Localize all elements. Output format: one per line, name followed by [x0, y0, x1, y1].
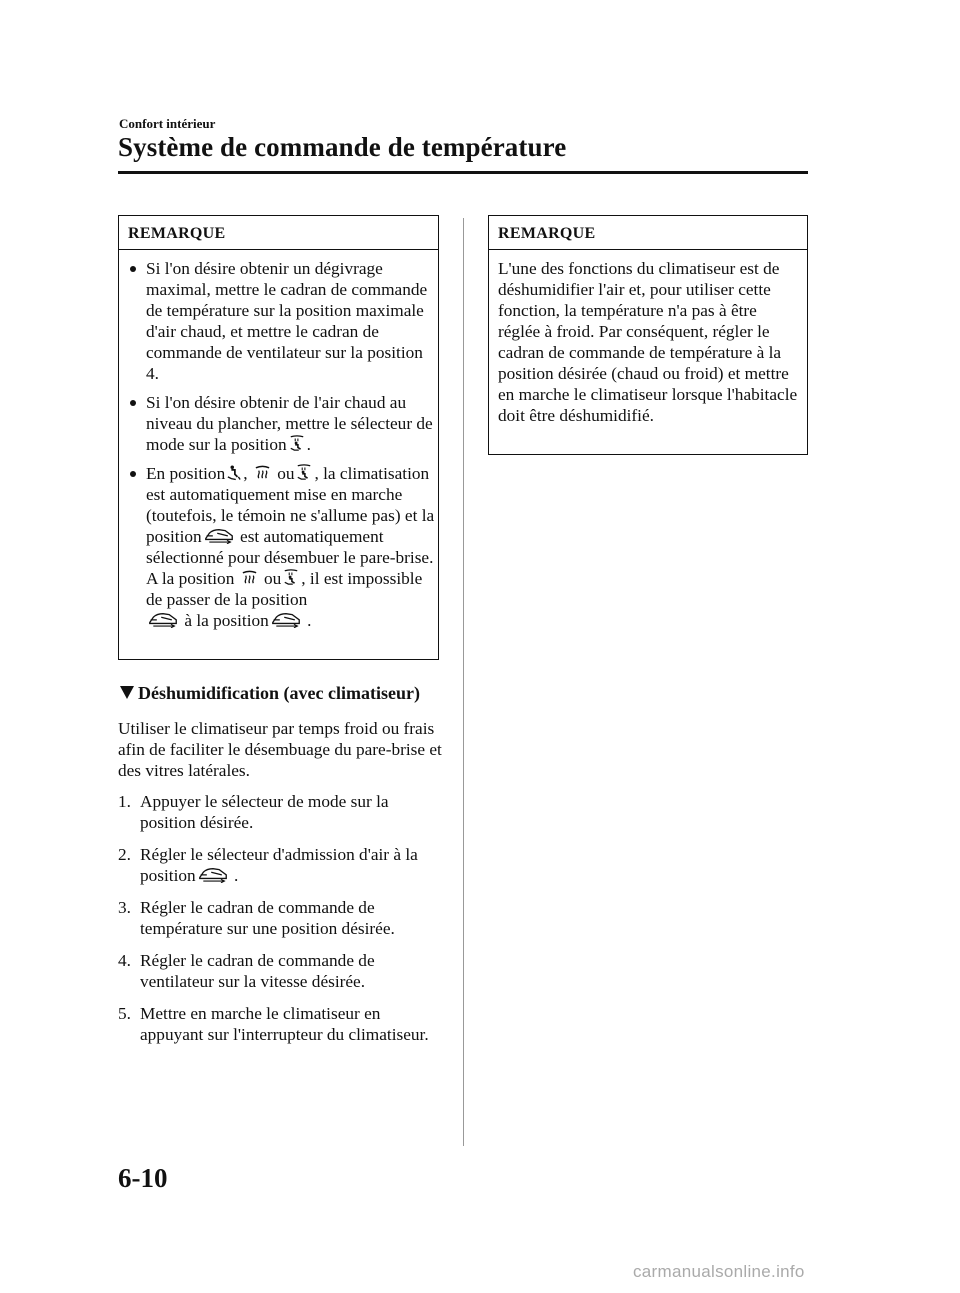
title-rule	[118, 171, 808, 174]
left-note-body	[119, 250, 438, 631]
right-note-text: L'une des fonctions du climatiseur est de déshumidifier l'air et, pour utiliser cette fonction, la température n'a pas à être réglée à froid. Par conséquent, régler le cadran de commande de température à la position désirée (chaud ou froid) et mettre en marche le climatiseur lorsque l'habitacle doit être déshumidifié.	[498, 259, 798, 425]
step-item	[118, 897, 448, 939]
step-number: 2.	[118, 845, 131, 864]
left-note-heading: REMARQUE	[119, 216, 438, 250]
step-text: Régler le cadran de commande de température sur une position désirée.	[140, 898, 395, 938]
bullet-2-end: .	[306, 435, 311, 454]
column-divider	[463, 218, 464, 1146]
bullet-3-a: En position	[146, 464, 226, 483]
bullet-2-text: Si l'on désire obtenir de l'air chaud au niveau du plancher, mettre le sélecteur de mode sur la position	[146, 393, 433, 454]
outside-air-icon	[148, 610, 178, 628]
outside-air-icon	[204, 526, 234, 544]
step-item	[118, 791, 448, 833]
step-number: 3.	[118, 898, 131, 917]
defrost-mode-icon	[254, 464, 271, 481]
bullet-3-comma: ,	[243, 464, 248, 483]
floor-defrost-mode-icon	[296, 463, 312, 481]
step-text: Régler le cadran de commande de ventilateur sur la vitesse désirée.	[140, 951, 375, 991]
page-number: 6-10	[118, 1163, 168, 1193]
step-text: Appuyer le sélecteur de mode sur la position désirée.	[140, 792, 389, 832]
section-label: Confort intérieur	[119, 116, 216, 131]
step-number: 4.	[118, 951, 131, 970]
bullet-3-e: , il est impossible de passer de la position	[146, 569, 423, 609]
left-note-bullet-3	[119, 463, 438, 631]
step-item	[118, 844, 448, 886]
step-text: Mettre en marche le climatiseur en appuyant sur l'interrupteur du climatiseur.	[140, 1004, 429, 1044]
left-note-box	[118, 215, 439, 660]
step-item	[118, 950, 448, 992]
page-title: Système de commande de température	[118, 132, 567, 162]
bullet-3-b: , la climatisation est automatiquement mise en marche (toutefois, le témoin ne s'allume pas) et la position	[146, 464, 435, 546]
step-end: .	[234, 866, 239, 885]
bullet-3-or-1: ou	[277, 464, 295, 483]
floor-mode-icon	[227, 464, 241, 481]
bullet-3-c: est automatiquement sélectionné pour désembuer le pare-brise.	[146, 527, 434, 567]
left-note-bullet-1	[119, 258, 438, 384]
bullet-3-f: à la position	[184, 611, 269, 630]
defrost-mode-icon	[241, 569, 258, 586]
dehumidification-heading-text: Déshumidification (avec climatiseur)	[138, 683, 420, 703]
dehumidification-intro: Utiliser le climatiseur par temps froid ou frais afin de faciliter le désembuage du pare-brise et des vitres latérales.	[118, 719, 442, 780]
left-note-bullets	[119, 250, 438, 631]
right-note-box	[488, 215, 808, 455]
bullet-3-g: .	[307, 611, 312, 630]
dehumidification-heading	[120, 683, 420, 704]
dehumidification-steps	[118, 791, 448, 1056]
floor-defrost-mode-icon	[283, 568, 299, 586]
bullet-3-d: A la position	[146, 569, 235, 588]
recirculate-air-icon	[271, 610, 301, 628]
watermark: carmanualsonline.info	[633, 1262, 805, 1281]
left-note-bullet-2	[119, 392, 438, 455]
step-number: 1.	[118, 792, 131, 811]
triangle-marker-icon	[120, 686, 134, 699]
floor-defrost-mode-icon	[289, 434, 305, 452]
step-item	[118, 1003, 448, 1045]
step-number: 5.	[118, 1004, 131, 1023]
bullet-1-text: Si l'on désire obtenir un dégivrage maximal, mettre le cadran de commande de température sur la position maximale d'air chaud, et mettre le cadran de commande de ventilateur sur la position 4.	[146, 259, 428, 383]
bullet-3-or-2: ou	[264, 569, 282, 588]
step-text: Régler le sélecteur d'admission d'air à la position	[140, 845, 418, 885]
right-note-heading: REMARQUE	[489, 216, 807, 250]
outside-air-icon	[198, 865, 228, 883]
